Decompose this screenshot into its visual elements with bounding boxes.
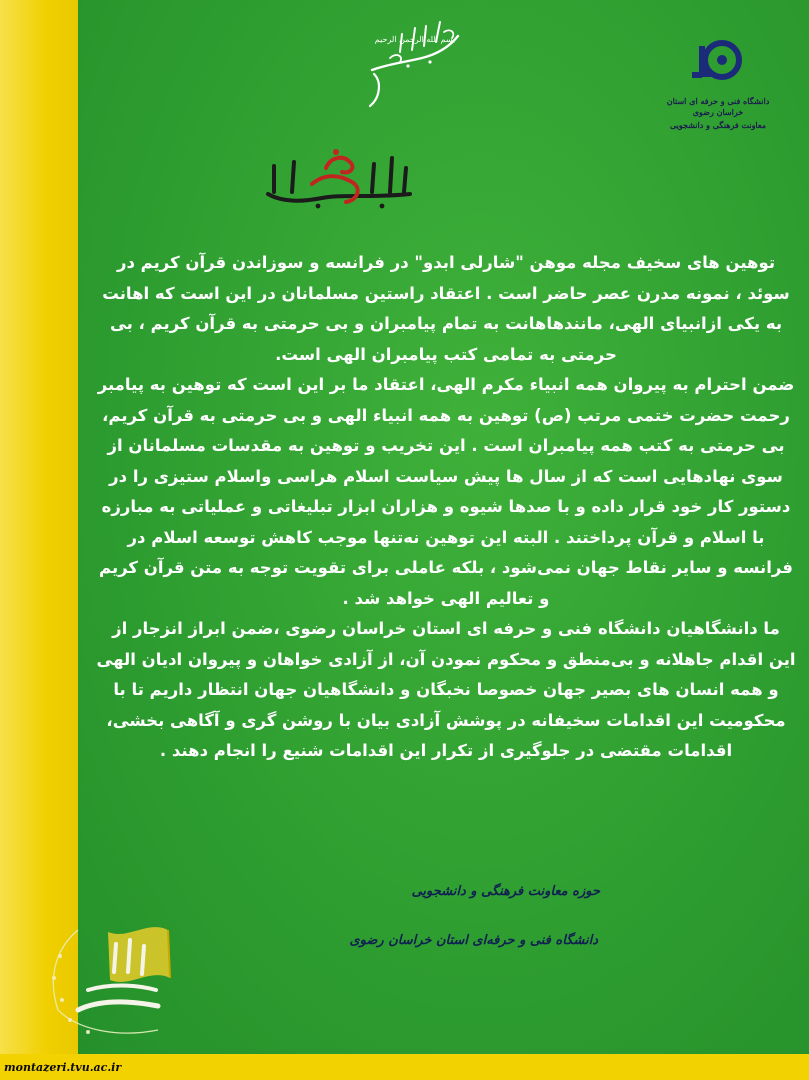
bismillah-calligraphy [360,12,470,112]
bismillah-text: بسم الله الرحمن الرحیم [374,35,456,44]
statement-paragraph-2: ضمن احترام به پیروان همه انبیاء مکرم الهی، اعتقاد ما بر این است که توهین به پیامبر رحمت حضرت ختمی مرتب (ص) توهین به همه انبیاء الهی و بی حرمتی به قرآن کریم، بی حرمتی به کتب همه پیامبران است . این تخریب و توهین به مقدسات مسلمانان از سوی نهادهایی است که از سال ها پیش سیاست اسلام هراسی واسلام ستیزی را در دستور کار خود قرار داده و با صدها شیوه و هزاران ابزار تبلیغاتی و عملیاتی به مبارزه با اسلام و قرآن پرداختند . البته این توهین نه‌تنها موجب کاهش توسعه اسلام در فرانسه و سایر نقاط جهان نمی‌شود ، بلکه عاملی برای تقویت توجه به متن قرآن کریم و تعالیم الهی خواهد شد . [97,375,795,608]
statement-body [96,248,796,767]
university-logo [658,36,778,136]
logo-line-1: دانشگاه فنی و حرفه ای استان خراسان رضوی [666,96,770,117]
statement-paragraph-3: ما دانشگاهیان دانشگاه فنی و حرفه ای استان خراسان رضوی ،ضمن ابراز انزجار از این اقدام جاهلانه و بی‌منطق و محکوم نمودن آن، از آزادی خواهان و پیروان ادیان الهی و همه انسان های بصیر جهان خصوصا نخبگان و دانشگاهیان جهان انتظار داریم تا با محکومیت این اقدامات سخیفانه در پوشش آزادی بیان با روشن گری و آگاهی بخشی، اقدامات مقتضی در جلوگیری از تکرار این اقدامات شنیع را انجام دهند . [96,619,796,760]
slogan-calligraphy [262,144,417,216]
footer-url[interactable]: montazeri.tvu.ac.ir [4,1061,122,1074]
university-emblem-icon [688,36,748,90]
signature-department: حوزه معاونت فرهنگی و دانشجویی [411,884,600,899]
footer-bar [0,1054,809,1080]
logo-line-2: معاونت فرهنگی و دانشجویی [669,120,767,130]
statement-paragraph-1: توهین های سخیف مجله موهن "شارلی ابدو" در فرانسه و سوزاندن قرآن کریم در سوئد ، نمونه مدرن عصر حاضر است . اعتقاد راستین مسلمانان در این است که اهانت به یکی ازانبیای الهی، مانندهاهانت به تمام پیامبران و بی حرمتی به قرآن کریم ، بی حرمتی به تمامی کتب پیامبران الهی است. [102,253,790,364]
signature-university: دانشگاه فنی و حرفه‌ای استان خراسان رضوی [349,933,598,948]
muhammad-rasulallah-emblem [18,860,213,1050]
